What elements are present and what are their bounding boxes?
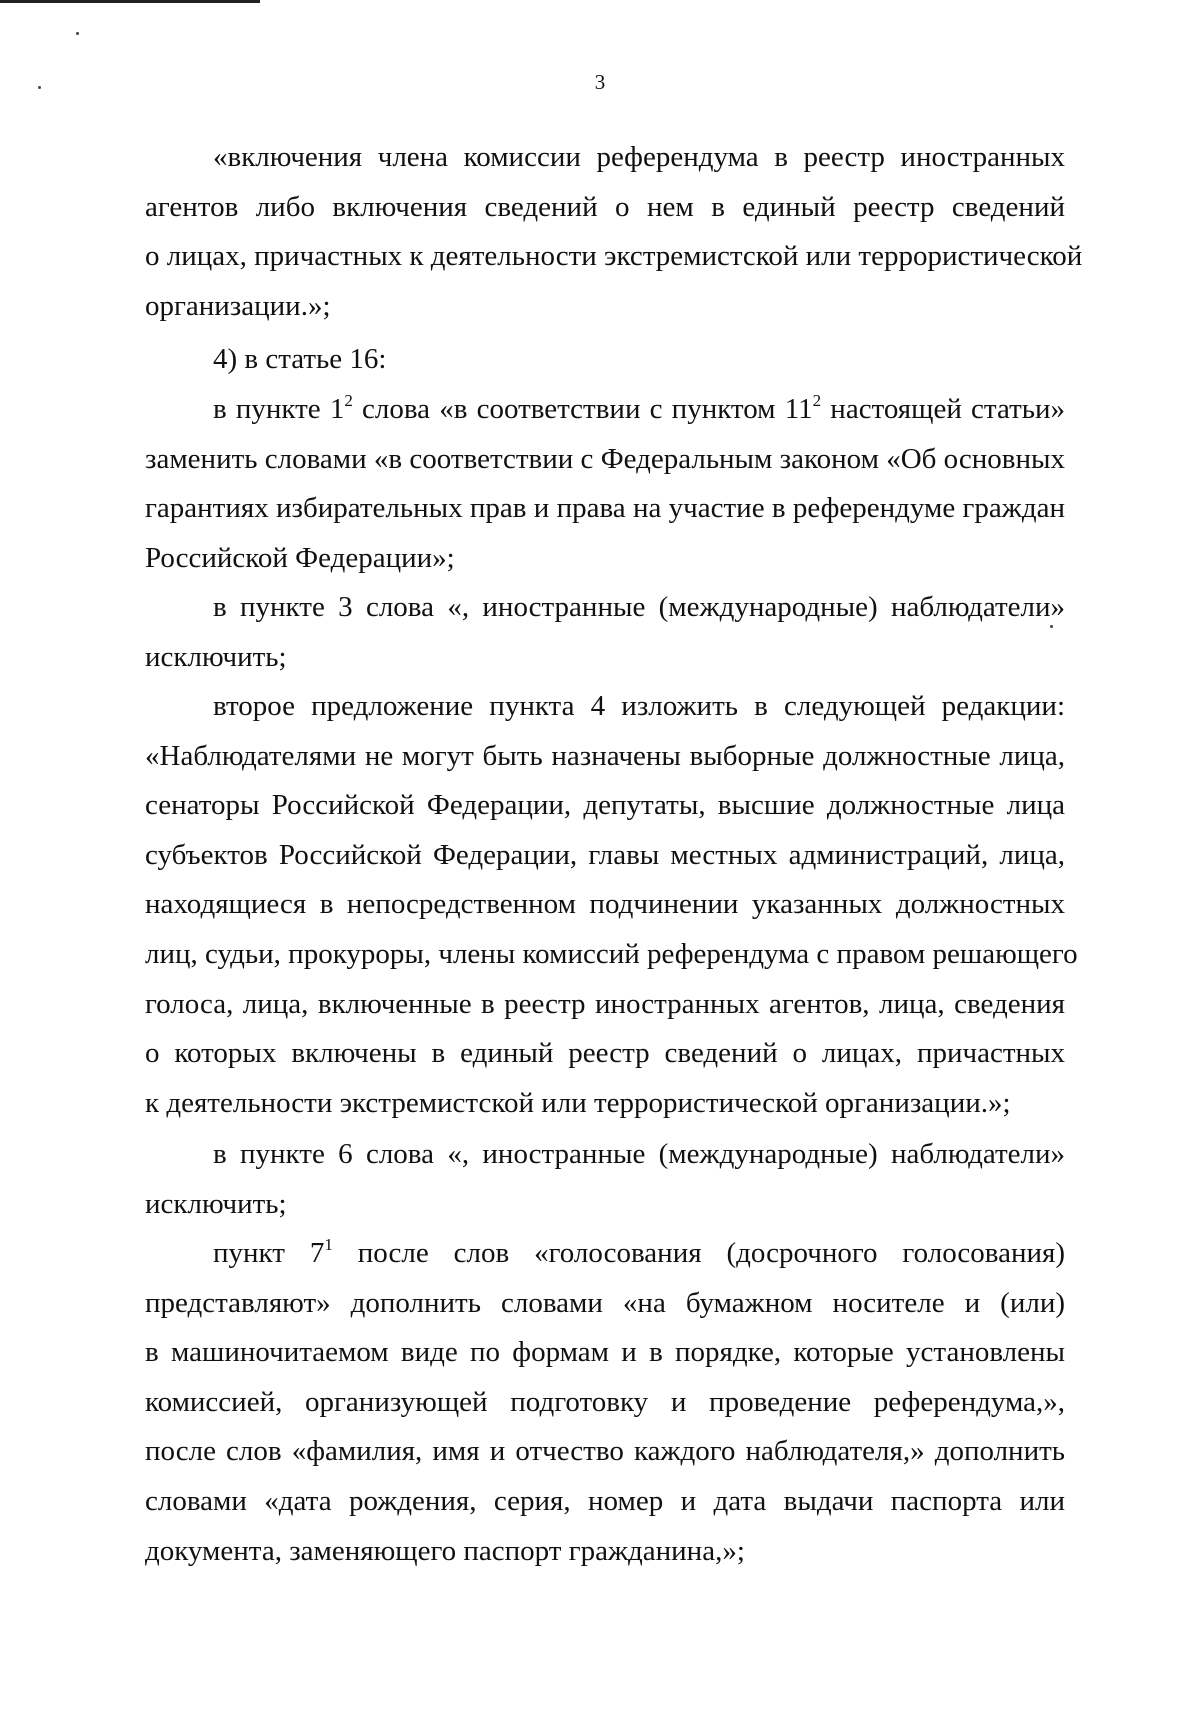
- paragraph: [145, 1130, 1065, 1229]
- text-line: «Наблюдателями не могут быть назначены выборные должностные лица,: [145, 739, 1065, 772]
- text-line: агентов либо включения сведений о нем в единый реестр сведений: [145, 190, 1065, 223]
- text-line: пункт $7^1$ после слов «голосования (досрочного голосования): [213, 1235, 1066, 1269]
- text-line: о которых включены в единый реестр сведений о лицах, причастных: [145, 1037, 1065, 1070]
- text-line: комиссией, организующей подготовку и проведение референдума,»,: [145, 1385, 1065, 1418]
- text-line: заменить словами «в соответствии с Федеральным законом «Об основных: [145, 442, 1065, 475]
- text-line: в пункте 6 слова «, иностранные (международные) наблюдатели»: [213, 1138, 1065, 1170]
- text-line: Российской Федерации»;: [145, 541, 455, 574]
- text-line: о лицах, причастных к деятельности экстремистской или террористической: [145, 240, 1083, 273]
- superscript: 1: [324, 1235, 333, 1254]
- paragraph: [145, 385, 1065, 583]
- paragraph: [145, 335, 1065, 385]
- text-line: субъектов Российской Федерации, главы местных администраций, лица,: [145, 838, 1065, 871]
- text-line: представляют» дополнить словами «на бумажном носителе и (или): [145, 1286, 1065, 1319]
- paragraph: [145, 1229, 1065, 1576]
- text-line: в машиночитаемом виде по формам и в порядке, которые установлены: [145, 1336, 1065, 1369]
- scan-speck: [76, 32, 79, 35]
- scan-edge-artifact: [0, 0, 260, 3]
- text-line: лиц, судьи, прокуроры, члены комиссий референдума с правом решающего: [145, 937, 1078, 970]
- text-line: документа, заменяющего паспорт гражданина,»;: [145, 1534, 745, 1567]
- text-line: исключить;: [145, 1187, 287, 1220]
- text-line: в пункте $1^2$ слова «в соответствии с пунктом $11^2$ настоящей статьи»: [213, 391, 1065, 425]
- text-line: сенаторы Российской Федерации, депутаты, высшие должностные лица: [145, 789, 1065, 822]
- text-line: словами «дата рождения, серия, номер и дата выдачи паспорта или: [145, 1484, 1065, 1517]
- text-line: исключить;: [145, 640, 287, 673]
- superscript: 2: [812, 391, 822, 410]
- text-line: «включения члена комиссии референдума в реестр иностранных: [213, 141, 1065, 173]
- text-line: второе предложение пункта 4 изложить в следующей редакции:: [213, 690, 1065, 722]
- superscript: 2: [344, 391, 353, 410]
- text-line: организации.»;: [145, 289, 331, 322]
- text-line: к деятельности экстремистской или террористической организации.»;: [145, 1086, 1011, 1119]
- paragraph: [145, 133, 1083, 331]
- paragraph: [145, 682, 1078, 1128]
- text-line: после слов «фамилия, имя и отчество каждого наблюдателя,» дополнить: [145, 1435, 1065, 1468]
- paragraph: [145, 583, 1065, 682]
- page-number: 3: [594, 70, 606, 94]
- text-line: находящиеся в непосредственном подчинении указанных должностных: [145, 888, 1065, 921]
- text-line: гарантиях избирательных прав и права на участие в референдуме граждан: [145, 492, 1065, 525]
- text-line: голоса, лица, включенные в реестр иностранных агентов, лица, сведения: [145, 987, 1065, 1020]
- text-line: в пункте 3 слова «, иностранные (международные) наблюдатели»: [213, 591, 1065, 623]
- text-line: 4) в статье 16:: [213, 343, 387, 375]
